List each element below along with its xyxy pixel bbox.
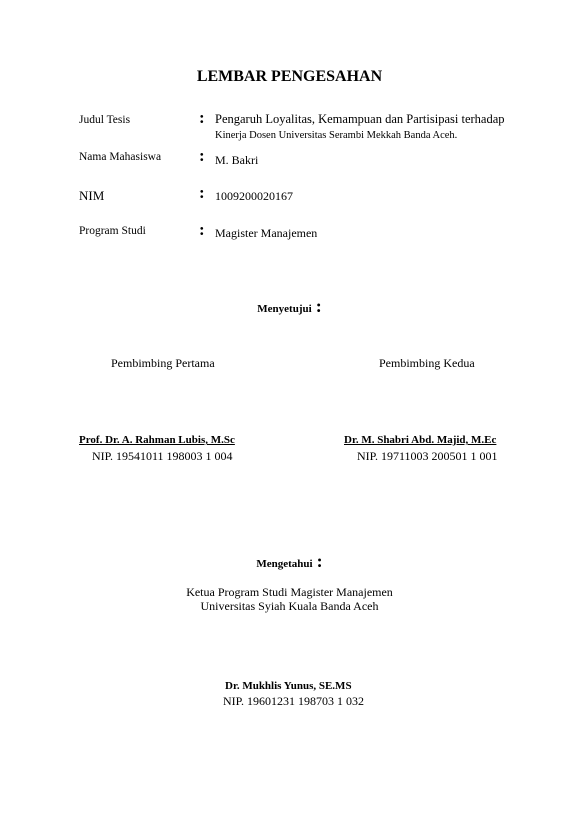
- acknowledgement-heading: [0, 551, 579, 572]
- advisor2-role: Pembimbing Kedua: [379, 356, 475, 370]
- judul-value-line2: Kinerja Dosen Universitas Serambi Mekkah Banda Aceh.: [215, 130, 458, 141]
- approval-heading: [0, 296, 579, 317]
- nama-value: M. Bakri: [215, 153, 259, 167]
- advisor1-role: Pembimbing Pertama: [111, 356, 215, 370]
- acknowledgement-heading-text: Mengetahui: [256, 558, 313, 570]
- nim-value: 1009200020167: [215, 189, 293, 203]
- prodi-colon: :: [199, 220, 205, 239]
- acknowledgement-position-line1: Ketua Program Studi Magister Manajemen: [186, 585, 393, 599]
- advisor2-nip: NIP. 19711003 200501 1 001: [357, 449, 498, 463]
- nama-colon: :: [199, 146, 205, 165]
- acknowledgement-name: Dr. Mukhlis Yunus, SE.MS: [225, 680, 352, 692]
- page-title: LEMBAR PENGESAHAN: [196, 68, 383, 85]
- acknowledgement-position-line2: Universitas Syiah Kuala Banda Aceh: [200, 599, 379, 613]
- acknowledgement-nip: NIP. 19601231 198703 1 032: [223, 694, 365, 708]
- prodi-label: Program Studi: [79, 225, 146, 237]
- advisor2-name: Dr. M. Shabri Abd. Majid, M.Ec: [344, 434, 497, 446]
- acknowledgement-colon: :: [316, 551, 323, 571]
- prodi-value: Magister Manajemen: [215, 226, 318, 240]
- advisor1-nip: NIP. 19541011 198003 1 004: [92, 449, 233, 463]
- nama-label: Nama Mahasiswa: [79, 151, 162, 163]
- approval-colon: :: [315, 296, 322, 316]
- judul-label: Judul Tesis: [79, 114, 131, 126]
- nim-label: NIM: [79, 188, 105, 203]
- judul-colon: :: [199, 108, 205, 127]
- advisor1-name: Prof. Dr. A. Rahman Lubis, M.Sc: [79, 434, 235, 446]
- nim-colon: :: [199, 183, 205, 202]
- judul-value-line1: Pengaruh Loyalitas, Kemampuan dan Partisipasi terhadap: [215, 112, 505, 126]
- approval-heading-text: Menyetujui: [257, 303, 312, 315]
